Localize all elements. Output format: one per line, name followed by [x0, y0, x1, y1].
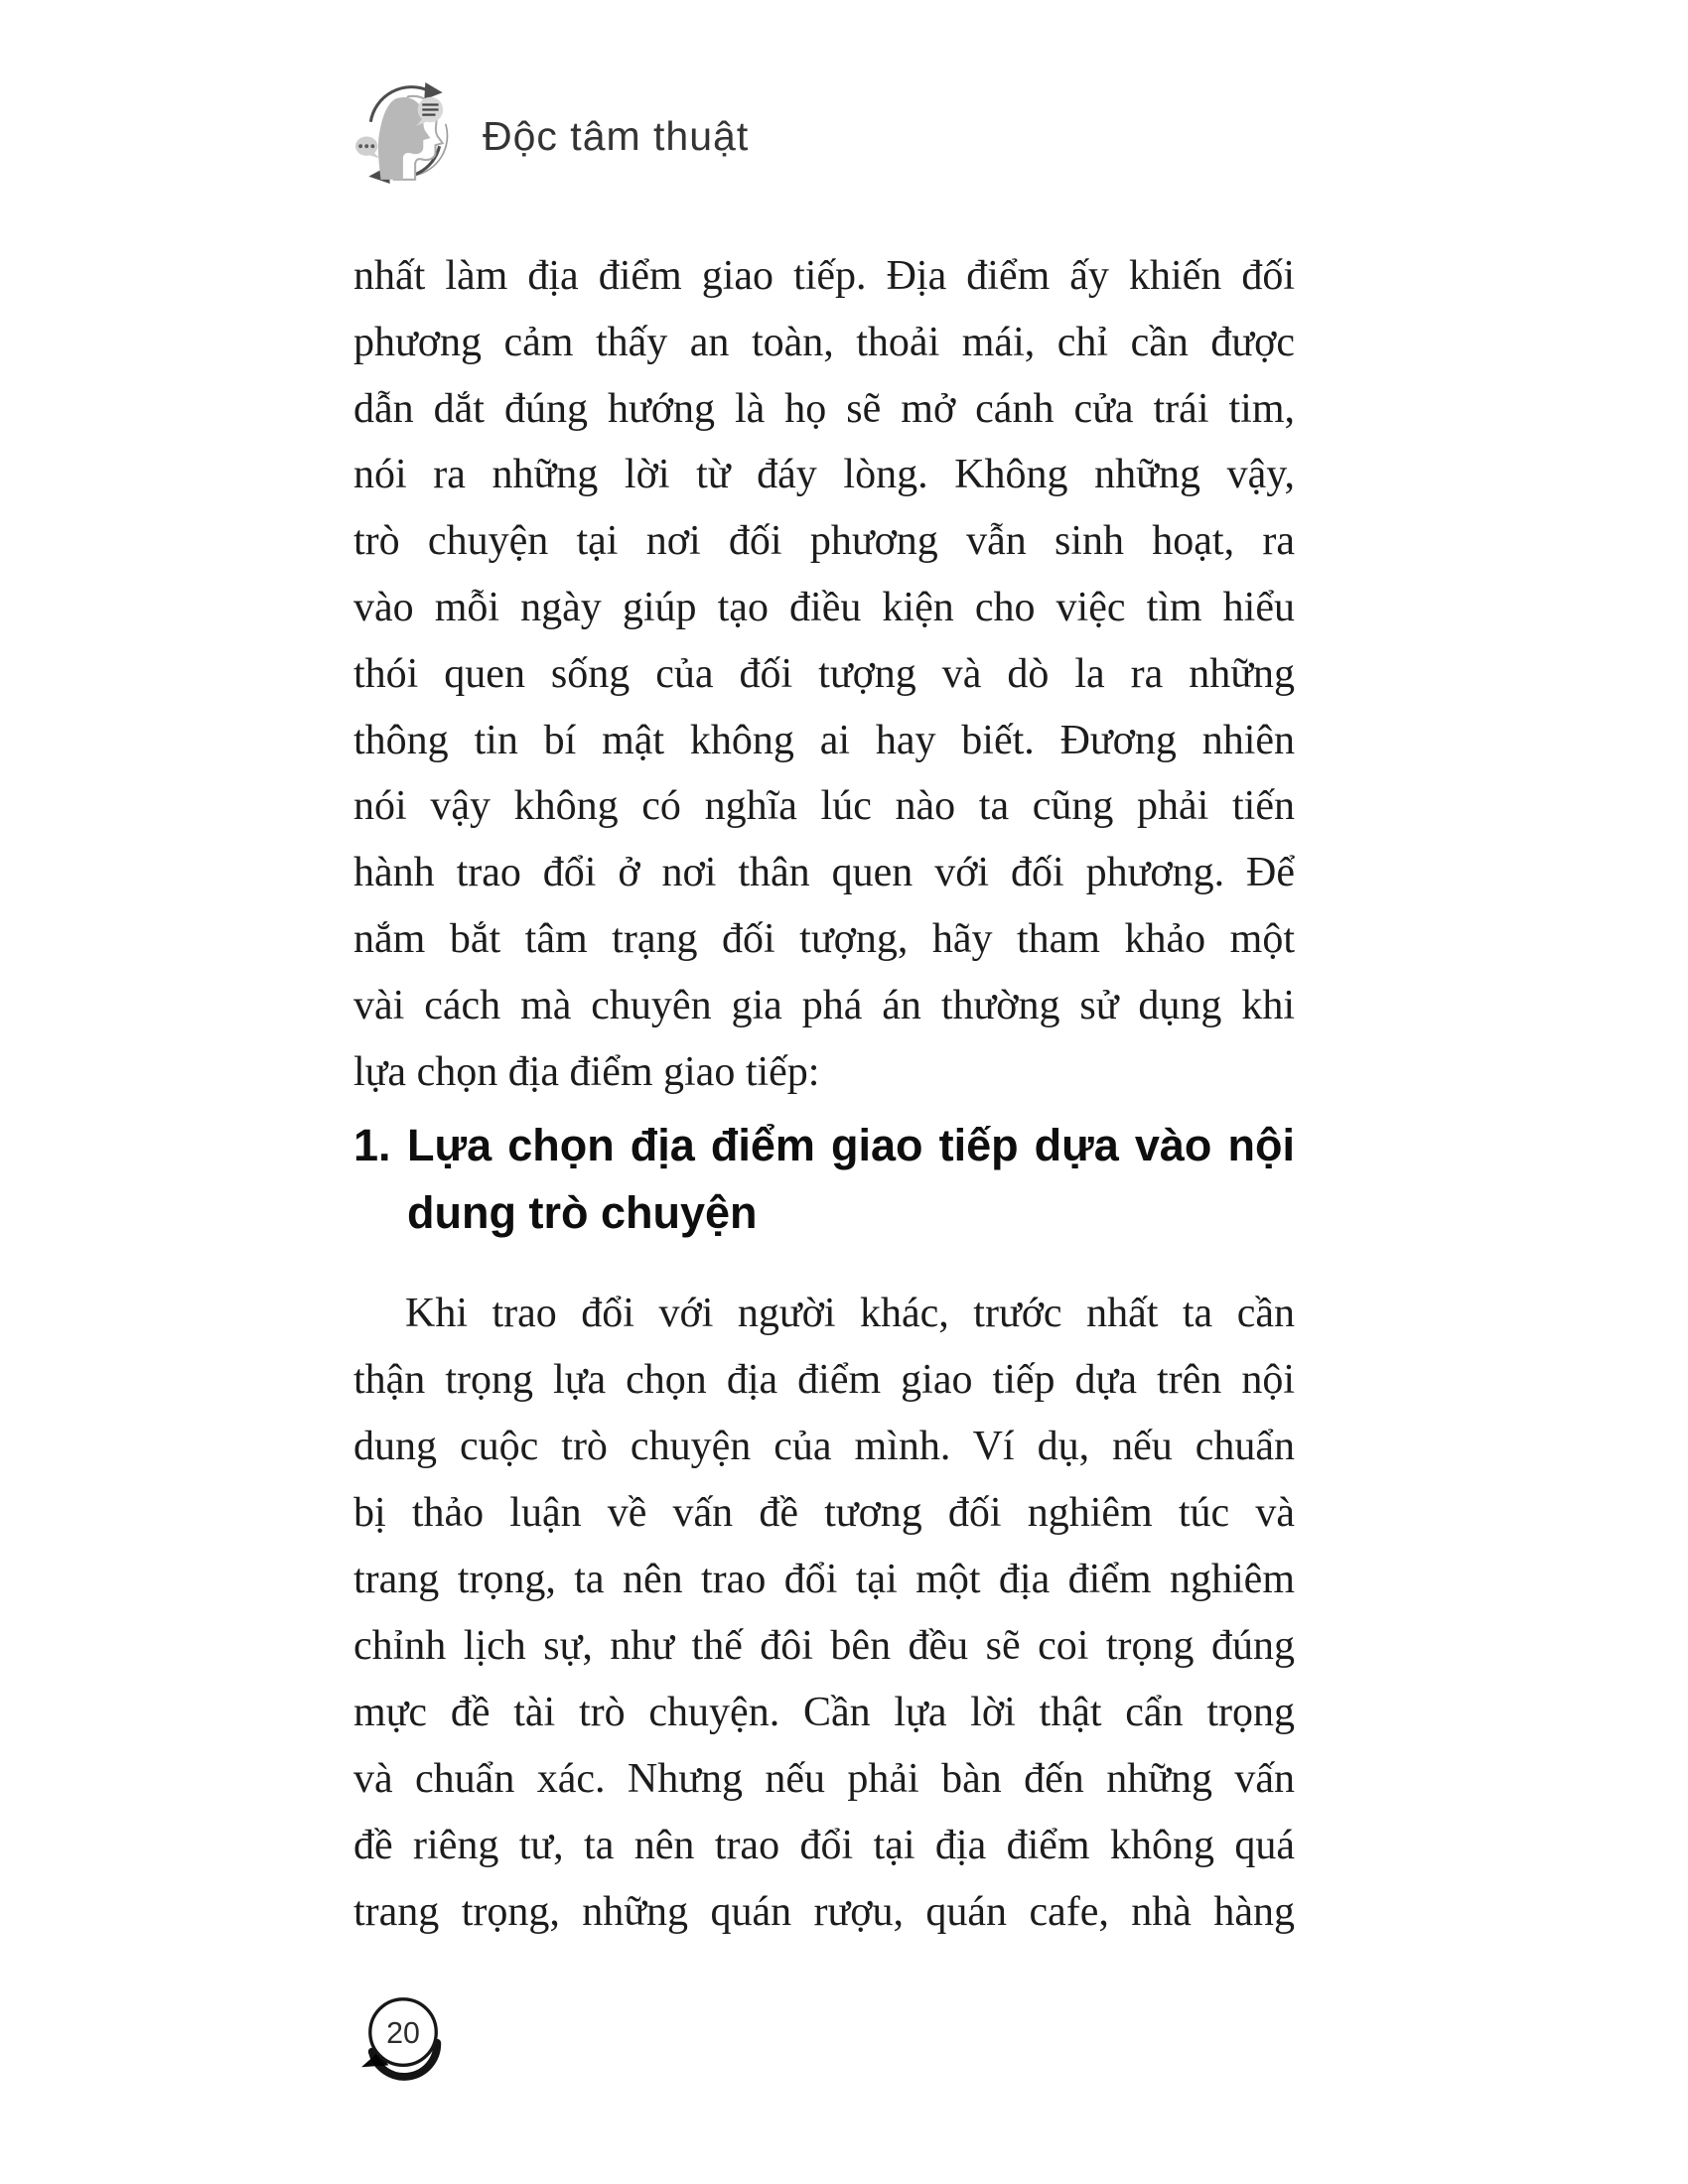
text-line: nói ra những lời từ đáy lòng. Không những vậy,	[353, 452, 1295, 498]
text-line: hành trao đổi ở nơi thân quen với đối phương. Để	[353, 850, 1295, 896]
text-line: thông tin bí mật không ai hay biết. Đương nhiên	[353, 717, 1295, 763]
text-line: đề riêng tư, ta nên trao đổi tại địa điểm không quá	[353, 1823, 1295, 1868]
header-brand	[355, 81, 749, 187]
section-number: 1.	[353, 1120, 391, 1170]
text-line: lựa chọn địa điểm giao tiếp:	[353, 1048, 820, 1095]
text-line: nói vậy không có nghĩa lúc nào ta cũng phải tiến	[353, 783, 1295, 830]
text-line: vào mỗi ngày giúp tạo điều kiện cho việc tìm hiểu	[353, 584, 1295, 630]
text-line: thói quen sống của đối tượng và dò la ra những	[353, 650, 1295, 697]
text-line: bị thảo luận về vấn đề tương đối nghiêm túc và	[353, 1490, 1295, 1536]
text-line: mực đề tài trò chuyện. Cần lựa lời thật cẩn trọng	[353, 1690, 1295, 1735]
text-line: nhất làm địa điểm giao tiếp. Địa điểm ấy khiến đối	[353, 253, 1295, 299]
text-line: Khi trao đổi với người khác, trước nhất ta cần	[405, 1291, 1295, 1336]
brand-title: Độc tâm thuật	[483, 112, 750, 159]
section-heading-line: dung trò chuyện	[407, 1187, 758, 1238]
section-heading	[353, 1112, 1295, 1247]
text-line: thận trọng lựa chọn địa điểm giao tiếp dựa trên nội	[353, 1357, 1295, 1403]
text-line: dẫn dắt đúng hướng là họ sẽ mở cánh cửa trái tim,	[353, 385, 1295, 432]
text-line: phương cảm thấy an toàn, thoải mái, chỉ cần được	[353, 319, 1295, 365]
text-line: nắm bắt tâm trạng đối tượng, hãy tham khảo một	[353, 915, 1295, 962]
page-number-text: 20	[386, 2016, 420, 2050]
text-line: trang trọng, những quán rượu, quán cafe, nhà hàng	[353, 1889, 1295, 1935]
text-line: vài cách mà chuyên gia phá án thường sử dụng khi	[353, 982, 1295, 1028]
section-heading-text	[407, 1112, 1295, 1247]
mind-reading-logo-icon	[355, 81, 461, 187]
section-heading-line: Lựa chọn địa điểm giao tiếp dựa vào nội	[407, 1120, 1295, 1170]
page-number-badge	[359, 1991, 449, 2081]
paragraph-2	[353, 1281, 1295, 1946]
text-line: và chuẩn xác. Nhưng nếu phải bàn đến những vấn	[353, 1756, 1295, 1802]
text-line: chỉnh lịch sự, như thế đôi bên đều sẽ coi trọng đúng	[353, 1623, 1295, 1669]
text-line: trò chuyện tại nơi đối phương vẫn sinh hoạt, ra	[353, 518, 1295, 565]
text-line: trang trọng, ta nên trao đổi tại một địa điểm nghiêm	[353, 1557, 1295, 1602]
paragraph-1	[353, 243, 1295, 1105]
text-line: dung cuộc trò chuyện của mình. Ví dụ, nếu chuẩn	[353, 1424, 1295, 1469]
